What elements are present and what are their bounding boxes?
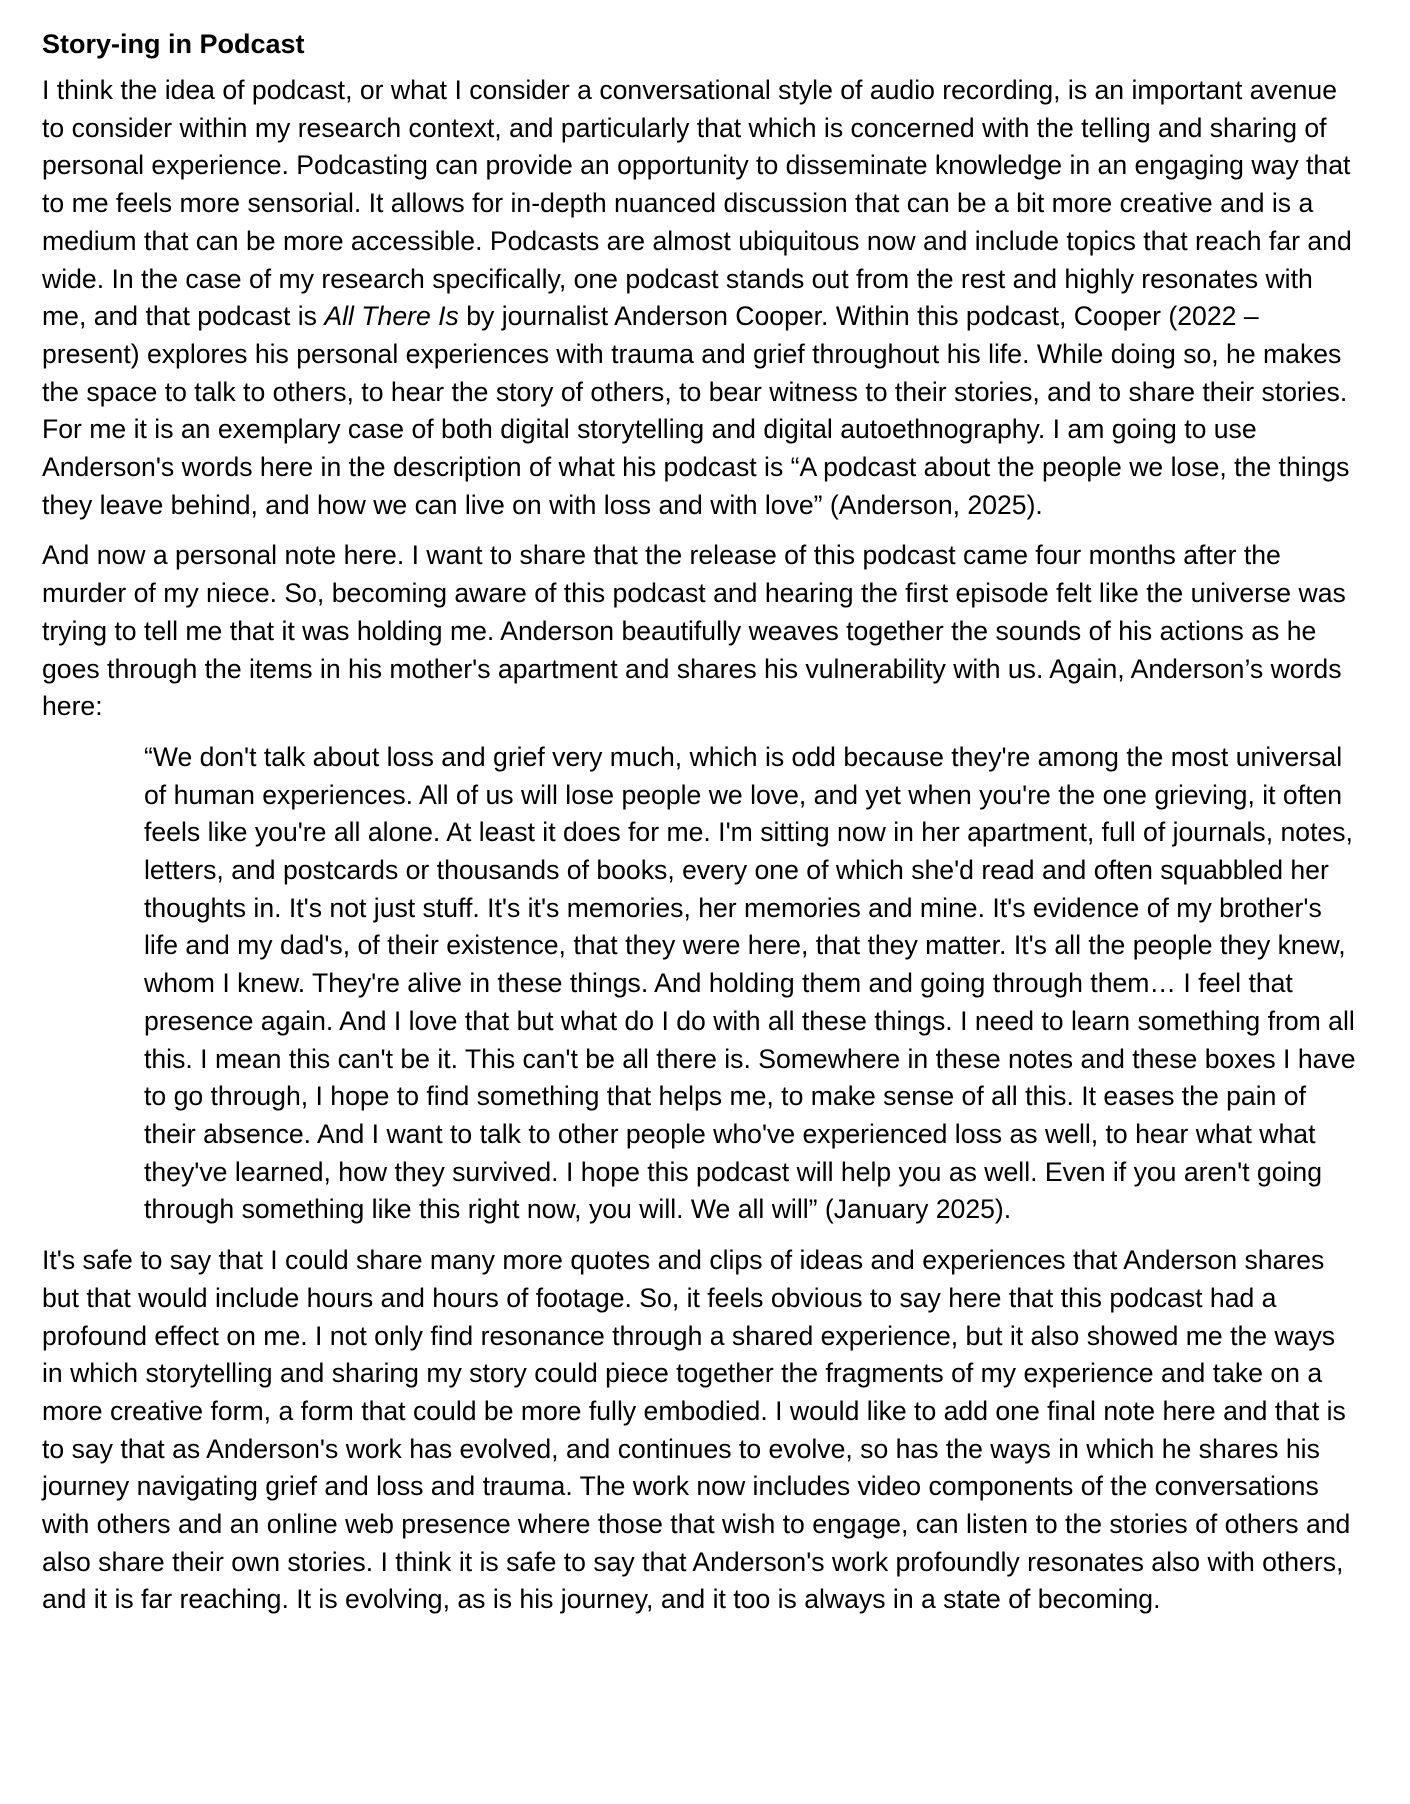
- paragraph-personal-note: And now a personal note here. I want to share that the release of this podcast came four months after the murder of my niece. So, becoming aware of this podcast and hearing the first episode felt like the universe was trying to tell me that it was holding me. Anderson beautifully weaves together the sounds of his actions as he goes through the items in his mother's apartment and shares his vulnerability with us. Again, Anderson’s words here:: [42, 540, 1346, 722]
- podcast-title: All There Is: [324, 301, 459, 332]
- paragraph-intro-text-end: by journalist Anderson Cooper. Within this podcast, Cooper (2022 – present) explores his personal experiences with trauma and grief throughout his life. While doing so, he makes the space to talk to others, to hear the story of others, to bear witness to their stories, and to share their stories. For me it is an exemplary case of both digital storytelling and digital autoethnography. I am going to use Anderson's words here in the description of what his podcast is “A podcast about the people we lose, the things they leave behind, and how we can live on with loss and with love” (Anderson, 2025).: [42, 301, 1350, 520]
- paragraph-conclusion: It's safe to say that I could share many more quotes and clips of ideas and experiences that Anderson shares but that would include hours and hours of footage. So, it feels obvious to say here that this podcast had a profound effect on me. I not only find resonance through a shared experience, but it also showed me the ways in which storytelling and sharing my story could piece together the fragments of my experience and take on a more creative form, a form that could be more fully embodied. I would like to add one final note here and that is to say that as Anderson's work has evolved, and continues to evolve, so has the ways in which he shares his journey navigating grief and loss and trauma. The work now includes video components of the conversations with others and an online web presence where those that wish to engage, can listen to the stories of others and also share their own stories. I think it is safe to say that Anderson's work profoundly resonates also with others, and it is far reaching. It is evolving, as is his journey, and it too is always in a state of becoming.: [42, 1245, 1351, 1615]
- paragraph-intro-text-start: I think the idea of podcast, or what I consider a conversational style of audio recording, is an important avenue to consider within my research context, and particularly that which is concerned with the telling and sharing of personal experience. Podcasting can provide an opportunity to disseminate knowledge in an engaging way that to me feels more sensorial. It allows for in-depth nuanced discussion that can be a bit more creative and is a medium that can be more accessible. Podcasts are almost ubiquitous now and include topics that reach far and wide. In the case of my research specifically, one podcast stands out from the rest and highly resonates with me, and that podcast is: [42, 75, 1352, 332]
- block-quote: “We don't talk about loss and grief very much, which is odd because they're among the most universal of human experiences. All of us will lose people we love, and yet when you're the one grieving, it often feels like you're all alone. At least it does for me. I'm sitting now in her apartment, full of journals, notes, letters, and postcards or thousands of books, every one of which she'd read and often squabbled her thoughts in. It's not just stuff. It's it's memories, her memories and mine. It's evidence of my brother's life and my dad's, of their existence, that they were here, that they matter. It's all the people they knew, whom I knew. They're alive in these things. And holding them and going through them… I feel that presence again. And I love that but what do I do with all these things. I need to learn something from all this. I mean this can't be it. This can't be all there is. Somewhere in these notes and these boxes I have to go through, I hope to find something that helps me, to make sense of all this. It eases the pain of their absence. And I want to talk to other people who've experienced loss as well, to hear what what they've learned, how they survived. I hope this podcast will help you as well. Even if you aren't going through something like this right now, you will. We all will” (January 2025).: [144, 741, 1356, 1225]
- paragraph-intro: [42, 72, 1360, 524]
- section-heading: Story-ing in Podcast: [42, 29, 305, 59]
